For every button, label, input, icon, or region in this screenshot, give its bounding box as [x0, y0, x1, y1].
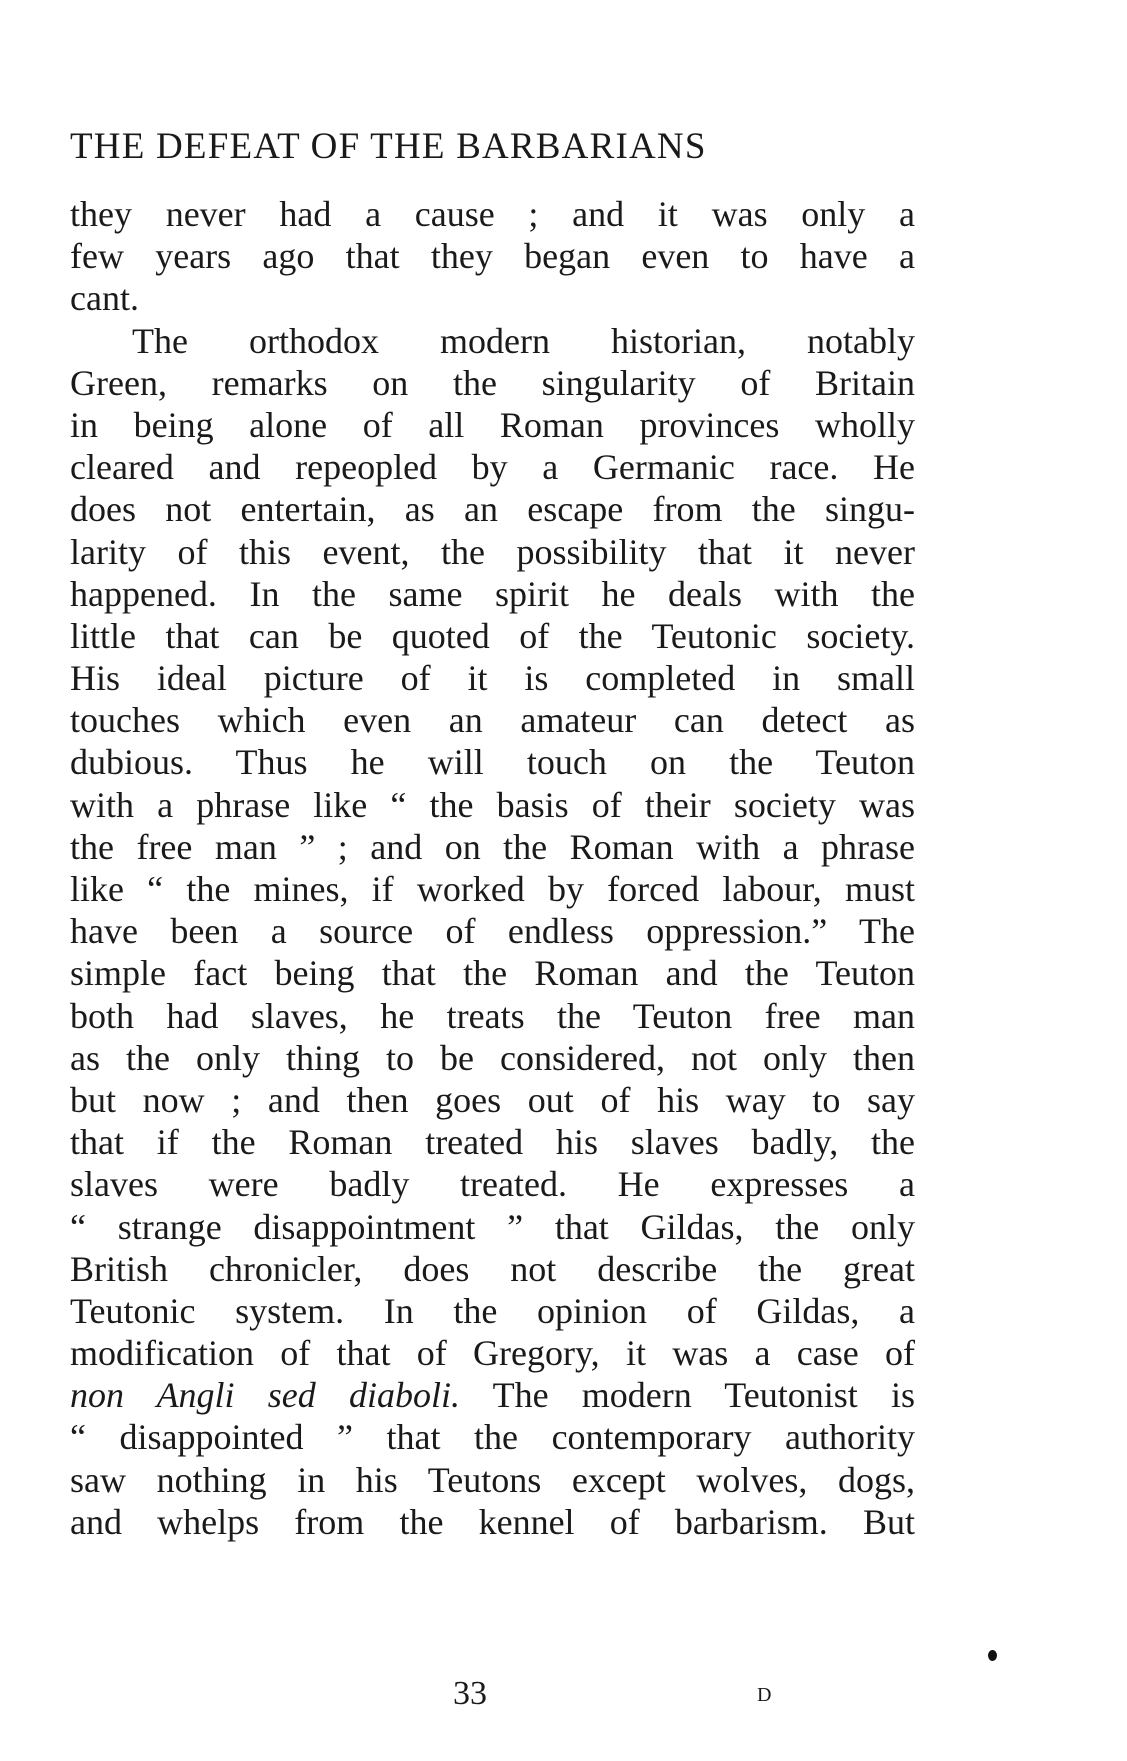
text-line-18: have been a source of endless oppression.” The — [70, 911, 915, 952]
text-line-14: dubious. Thus he will touch on the Teuton — [70, 742, 915, 783]
running-head: THE DEFEAT OF THE BARBARIANS — [70, 126, 707, 167]
text-line-5: Green, remarks on the singularity of Britain — [70, 362, 915, 403]
text-line-22: but now ; and then goes out of his way to say — [70, 1079, 915, 1120]
text-line-30: “ disappointed ” that the contemporary authority — [70, 1417, 915, 1458]
text-line-27: Teutonic system. In the opinion of Gildas, a — [70, 1290, 915, 1331]
text-line-20: both had slaves, he treats the Teuton free man — [70, 995, 915, 1036]
text-line-17: like “ the mines, if worked by forced labour, must — [70, 869, 915, 909]
page-number: 33 — [453, 1675, 487, 1712]
text-line-29 — [70, 1374, 915, 1416]
text-line-23: that if the Roman treated his slaves badly, the — [70, 1122, 915, 1163]
body-text — [70, 193, 915, 1543]
text-line-29-rest: The modern Teutonist is — [492, 1375, 915, 1416]
text-line-12: His ideal picture of it is completed in small — [70, 658, 915, 699]
signature-mark: D — [757, 1684, 773, 1706]
text-line-11: little that can be quoted of the Teutonic society. — [70, 615, 915, 656]
text-line-32: and whelps from the kennel of barbarism. But — [70, 1501, 915, 1542]
text-line-13: touches which even an amateur can detect as — [70, 700, 915, 741]
text-line-19: simple fact being that the Roman and the Teuton — [70, 953, 915, 994]
italic-latin-phrase: non Angli sed diaboli. — [70, 1375, 460, 1416]
text-line-8: does not entertain, as an escape from the singu- — [70, 489, 915, 530]
text-line-1: they never had a cause ; and it was only a — [70, 194, 915, 234]
text-line-7: cleared and repeopled by a Germanic race. He — [70, 447, 915, 488]
text-line-6: in being alone of all Roman provinces wholly — [70, 404, 915, 445]
ink-speck — [988, 1650, 997, 1661]
text-line-25: “ strange disappointment ” that Gildas, the only — [70, 1206, 915, 1247]
text-line-21: as the only thing to be considered, not only then — [70, 1037, 915, 1078]
text-line-10: happened. In the same spirit he deals with the — [70, 573, 915, 614]
text-line-31: saw nothing in his Teutons except wolves, dogs, — [70, 1459, 915, 1500]
text-line-3: cant. — [70, 278, 139, 319]
text-line-28: modification of that of Gregory, it was a case of — [70, 1333, 915, 1374]
text-line-26: British chronicler, does not describe the great — [70, 1248, 915, 1289]
text-line-4: The orthodox modern historian, notably — [132, 320, 915, 361]
text-line-9: larity of this event, the possibility that it never — [70, 531, 915, 572]
text-line-2: few years ago that they began even to have a — [70, 236, 915, 277]
text-line-16: the free man ” ; and on the Roman with a phrase — [70, 826, 915, 867]
text-line-15: with a phrase like “ the basis of their society was — [70, 784, 915, 825]
text-line-24: slaves were badly treated. He expresses a — [70, 1164, 915, 1205]
